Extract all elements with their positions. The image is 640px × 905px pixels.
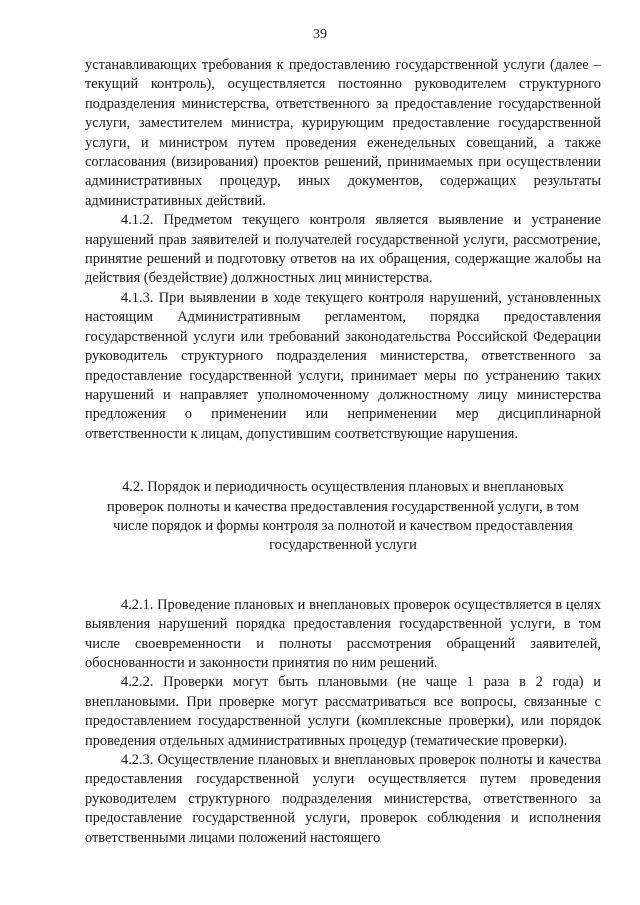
paragraph-4-2-3: 4.2.3. Осуществление плановых и внеплановых проверок полноты и качества предоставления государственной услуги осуществляется путем проведения руководителем структурного подразделения министерства, ответственного за предоставление государственной услуги, проверок соблюдения и исполнения ответственными лицами положений настоящего <box>85 752 601 846</box>
paragraph-4-1-3: 4.1.3. При выявлении в ходе текущего контроля нарушений, установленных настоящим Административным регламентом, порядка предоставления государственной услуги или требований законодательства Российской Федерации руководитель структурного подразделения министерства, ответственного за предоставление государственной услуги, принимает меры по устранению таких нарушений и направляет уполномоченному должностному лицу министерства предложения о применении или неприменении мер дисциплинарной ответственности к лицам, допустившим соответствующие нарушения. <box>85 289 601 442</box>
paragraph-continuation: устанавливающих требования к предоставлению государственной услуги (далее – текущий контроль), осуществляется постоянно руководителем структурного подразделения министерства, ответственного за предоставление государственной услуги, заместителем министра, курирующим предоставление государственной услуги, и министром путем проведения еженедельных совещаний, а также согласования (визирования) проектов решений, принимаемых при осуществлении административных процедур, иных документов, содержащих результаты административных действий. <box>85 57 601 209</box>
paragraph-4-1-2: 4.1.2. Предметом текущего контроля является выявление и устранение нарушений прав заявителей и получателей государственной услуги, рассмотрение, принятие решений и подготовку ответов на их обращения, содержащие жалобы на действия (бездействие) должностных лиц министерства. <box>85 212 601 287</box>
section-heading-line: проверок полноты и качества предоставления государственной услуги, в том <box>107 498 579 515</box>
section-heading-line: 4.2. Порядок и периодичность осуществления плановых и внеплановых <box>122 479 564 496</box>
paragraph-4-2-2: 4.2.2. Проверки могут быть плановыми (не чаще 1 раза в 2 года) и внеплановыми. При проверке могут рассматриваться все вопросы, связанные с предоставлением государственной услуги (комплексные проверки), или порядок проведения отдельных административных процедур (тематические проверки). <box>85 674 601 749</box>
section-heading-line: государственной услуги <box>269 537 417 554</box>
page-number: 39 <box>313 27 327 42</box>
section-heading-4-2 <box>85 478 601 556</box>
section-heading-line: числе порядок и формы контроля за полнотой и качеством предоставления <box>113 517 573 534</box>
document-body <box>85 56 601 848</box>
paragraph-4-2-1: 4.2.1. Проведение плановых и внеплановых проверок осуществляется в целях выявления нарушений порядка предоставления государственной услуги, в том числе своевременности и полноты рассмотрения обращений заявителей, обоснованности и законности принятия по ним решений. <box>85 596 601 671</box>
